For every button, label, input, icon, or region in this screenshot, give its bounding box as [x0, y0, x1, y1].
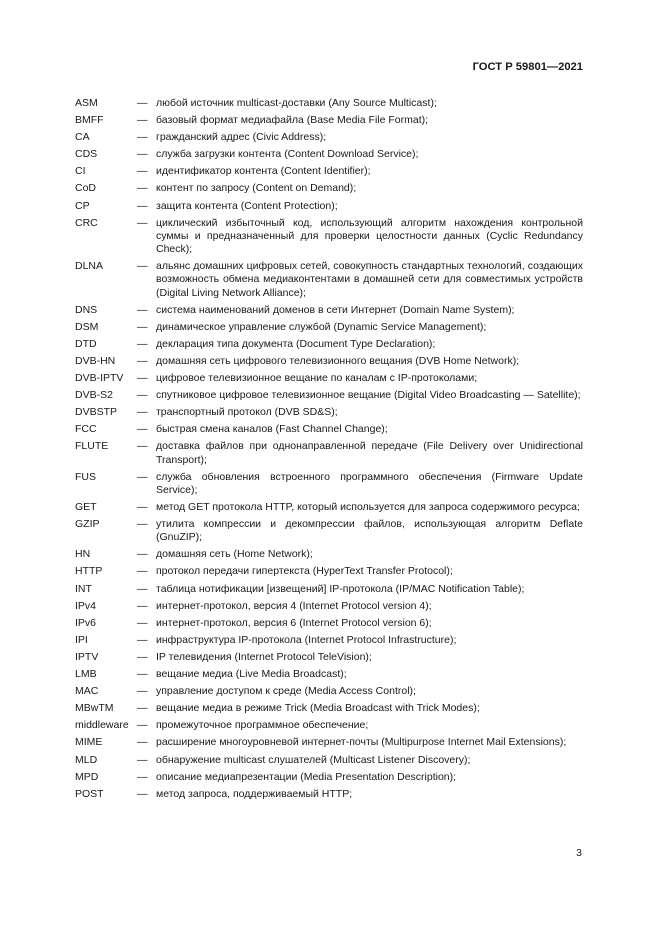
abbreviation-list: [75, 97, 583, 805]
abbreviation-definition: метод запроса, поддерживаемый HTTP;: [156, 787, 353, 800]
em-dash: —: [137, 770, 148, 783]
abbreviation-row: [75, 321, 583, 334]
abbreviation-row: [75, 719, 583, 732]
abbreviation-definition: идентификатор контента (Content Identifier);: [156, 165, 371, 178]
abbreviation-definition: расширение многоуровневой интернет-почты (Multipurpose Internet Mail Extensions);: [156, 736, 567, 749]
em-dash: —: [137, 303, 148, 316]
abbreviation-term: MAC: [75, 685, 99, 698]
abbreviation-row: [75, 372, 583, 385]
abbreviation-row: [75, 471, 583, 497]
em-dash: —: [137, 565, 148, 578]
abbreviation-definition: метод GET протокола HTTP, который используется для запроса содержимого ресурса;: [156, 501, 580, 513]
abbreviation-definition: служба обновления встроенного программного обеспечения (Firmware Update Service);: [156, 470, 583, 496]
abbreviation-term: CoD: [75, 182, 97, 195]
em-dash: —: [137, 165, 148, 178]
em-dash: —: [137, 131, 148, 144]
abbreviation-term: DNS: [75, 303, 98, 316]
abbreviation-term: CA: [75, 131, 90, 144]
abbreviation-row: [75, 406, 583, 419]
abbreviation-definition: гражданский адрес (Civic Address);: [156, 131, 327, 144]
em-dash: —: [137, 650, 148, 663]
abbreviation-row: [75, 518, 583, 544]
em-dash: —: [137, 470, 148, 483]
abbreviation-row: [75, 600, 583, 613]
abbreviation-term: MIME: [75, 736, 103, 749]
em-dash: —: [137, 260, 148, 273]
em-dash: —: [137, 440, 148, 453]
em-dash: —: [137, 114, 148, 127]
abbreviation-definition: базовый формат медиафайла (Base Media File Format);: [156, 114, 429, 127]
abbreviation-term: LMB: [75, 668, 97, 681]
abbreviation-row: [75, 788, 583, 801]
abbreviation-definition: альянс домашних цифровых сетей, совокупность стандартных технологий, создающих возможность обмена медиаконтентами в домашней сети для совместимых устройств (Digital Living Network Alliance);: [156, 260, 583, 299]
abbreviation-term: CP: [75, 199, 90, 212]
abbreviation-definition: управление доступом к среде (Media Access Control);: [156, 685, 416, 698]
abbreviation-row: [75, 771, 583, 784]
abbreviation-term: MLD: [75, 753, 98, 766]
em-dash: —: [137, 582, 148, 595]
abbreviation-definition: IP телевидения (Internet Protocol TeleVision);: [156, 650, 372, 663]
abbreviation-term: MPD: [75, 770, 99, 783]
em-dash: —: [137, 97, 148, 109]
abbreviation-definition: динамическое управление службой (Dynamic Service Management);: [156, 320, 487, 333]
abbreviation-row: [75, 685, 583, 698]
em-dash: —: [137, 548, 148, 561]
abbreviation-definition: описание медиапрезентации (Media Presentation Description);: [156, 770, 457, 783]
em-dash: —: [137, 337, 148, 350]
abbreviation-row: [75, 200, 583, 213]
abbreviation-term: CI: [75, 165, 86, 178]
em-dash: —: [137, 320, 148, 333]
abbreviation-row: [75, 260, 583, 300]
abbreviation-definition: инфраструктура IP-протокола (Internet Protocol Infrastructure);: [156, 633, 457, 646]
em-dash: —: [137, 633, 148, 646]
abbreviation-row: [75, 736, 583, 749]
abbreviation-term: DVB-HN: [75, 354, 116, 367]
abbreviation-row: [75, 668, 583, 681]
document-header: ГОСТ Р 59801—2021: [472, 61, 583, 73]
abbreviation-term: FCC: [75, 423, 97, 436]
abbreviation-term: GET: [75, 501, 97, 513]
em-dash: —: [137, 501, 148, 513]
abbreviation-term: DTD: [75, 337, 97, 350]
em-dash: —: [137, 182, 148, 195]
abbreviation-term: DLNA: [75, 260, 104, 273]
em-dash: —: [137, 668, 148, 681]
abbreviation-row: [75, 165, 583, 178]
abbreviation-row: [75, 355, 583, 368]
abbreviation-term: CDS: [75, 148, 98, 161]
abbreviation-term: DVB-S2: [75, 389, 113, 402]
em-dash: —: [137, 599, 148, 612]
abbreviation-term: IPTV: [75, 650, 99, 663]
abbreviation-row: [75, 754, 583, 767]
abbreviation-term: IPv4: [75, 599, 97, 612]
abbreviation-definition: протокол передачи гипертекста (HyperText Transfer Protocol);: [156, 565, 453, 578]
abbreviation-term: MBwTM: [75, 702, 114, 715]
abbreviation-term: middleware: [75, 719, 129, 732]
abbreviation-definition: служба загрузки контента (Content Download Service);: [156, 148, 419, 161]
em-dash: —: [137, 216, 148, 229]
abbreviation-row: [75, 148, 583, 161]
abbreviation-definition: транспортный протокол (DVB SD&S);: [156, 406, 338, 419]
em-dash: —: [137, 389, 148, 402]
em-dash: —: [137, 736, 148, 749]
abbreviation-term: ASM: [75, 97, 98, 109]
abbreviation-definition: промежуточное программное обеспечение;: [156, 719, 369, 732]
abbreviation-row: [75, 389, 583, 402]
abbreviation-row: [75, 304, 583, 317]
em-dash: —: [137, 685, 148, 698]
abbreviation-row: [75, 338, 583, 351]
em-dash: —: [137, 616, 148, 629]
abbreviation-definition: спутниковое цифровое телевизионное вещание (Digital Video Broadcasting — Satellite);: [156, 389, 581, 402]
em-dash: —: [137, 702, 148, 715]
abbreviation-term: DVBSTP: [75, 406, 118, 419]
abbreviation-row: [75, 548, 583, 561]
abbreviation-row: [75, 217, 583, 257]
abbreviation-row: [75, 182, 583, 195]
abbreviation-row: [75, 501, 583, 514]
abbreviation-term: GZIP: [75, 518, 100, 531]
abbreviation-row: [75, 565, 583, 578]
abbreviation-term: INT: [75, 582, 92, 595]
page-number: 3: [576, 847, 582, 859]
em-dash: —: [137, 354, 148, 367]
abbreviation-definition: быстрая смена каналов (Fast Channel Change);: [156, 423, 388, 436]
abbreviation-definition: таблица нотификации [извещений] IP-протокола (IP/MAC Notification Table);: [156, 582, 525, 595]
em-dash: —: [137, 753, 148, 766]
abbreviation-definition: цифровое телевизионное вещание по каналам с IP-протоколами;: [156, 372, 478, 385]
abbreviation-definition: домашняя сеть (Home Network);: [156, 548, 313, 561]
abbreviation-term: POST: [75, 787, 104, 800]
abbreviation-term: BMFF: [75, 114, 104, 127]
abbreviation-row: [75, 131, 583, 144]
abbreviation-definition: система наименований доменов в сети Интернет (Domain Name System);: [156, 303, 515, 316]
abbreviation-row: [75, 634, 583, 647]
abbreviation-definition: интернет-протокол, версия 4 (Internet Protocol version 4);: [156, 599, 432, 612]
abbreviation-row: [75, 440, 583, 466]
abbreviation-definition: любой источник multicast-доставки (Any Source Multicast);: [156, 97, 437, 109]
abbreviation-row: [75, 702, 583, 715]
abbreviation-term: IPv6: [75, 616, 97, 629]
abbreviation-term: FLUTE: [75, 440, 109, 453]
em-dash: —: [137, 423, 148, 436]
abbreviation-row: [75, 97, 583, 110]
abbreviation-term: DSM: [75, 320, 99, 333]
abbreviation-row: [75, 583, 583, 596]
abbreviation-definition: защита контента (Content Protection);: [156, 199, 338, 212]
abbreviation-term: FUS: [75, 470, 96, 483]
abbreviation-definition: доставка файлов при однонаправленной передаче (File Delivery over Unidirectional Transport);: [156, 440, 583, 466]
abbreviation-definition: домашняя сеть цифрового телевизионного вещания (DVB Home Network);: [156, 354, 520, 367]
abbreviation-definition: обнаружение multicast слушателей (Multicast Listener Discovery);: [156, 753, 471, 766]
abbreviation-definition: циклический избыточный код, использующий алгоритм нахождения контрольной суммы и предназначенный для проверки целостности данных (Cyclic Redundancy Check);: [156, 216, 583, 256]
abbreviation-row: [75, 423, 583, 436]
abbreviation-definition: декларация типа документа (Document Type Declaration);: [156, 337, 436, 350]
abbreviation-definition: вещание медиа в режиме Trick (Media Broadcast with Trick Modes);: [156, 702, 480, 715]
abbreviation-term: HN: [75, 548, 91, 561]
em-dash: —: [137, 406, 148, 419]
abbreviation-row: [75, 114, 583, 127]
abbreviation-definition: интернет-протокол, версия 6 (Internet Protocol version 6);: [156, 616, 432, 629]
em-dash: —: [137, 372, 148, 385]
abbreviation-row: [75, 617, 583, 630]
abbreviation-term: IPI: [75, 633, 88, 646]
abbreviation-definition: контент по запросу (Content on Demand);: [156, 182, 357, 195]
abbreviation-term: DVB-IPTV: [75, 372, 124, 385]
em-dash: —: [137, 787, 148, 800]
abbreviation-definition: утилита компрессии и декомпрессии файлов, использующая алгоритм Deflate (GnuZIP);: [156, 518, 583, 544]
em-dash: —: [137, 518, 148, 531]
abbreviation-term: CRC: [75, 216, 98, 229]
abbreviation-definition: вещание медиа (Live Media Broadcast);: [156, 668, 347, 681]
em-dash: —: [137, 199, 148, 212]
abbreviation-term: HTTP: [75, 565, 103, 578]
abbreviation-row: [75, 651, 583, 664]
em-dash: —: [137, 148, 148, 161]
em-dash: —: [137, 719, 148, 732]
